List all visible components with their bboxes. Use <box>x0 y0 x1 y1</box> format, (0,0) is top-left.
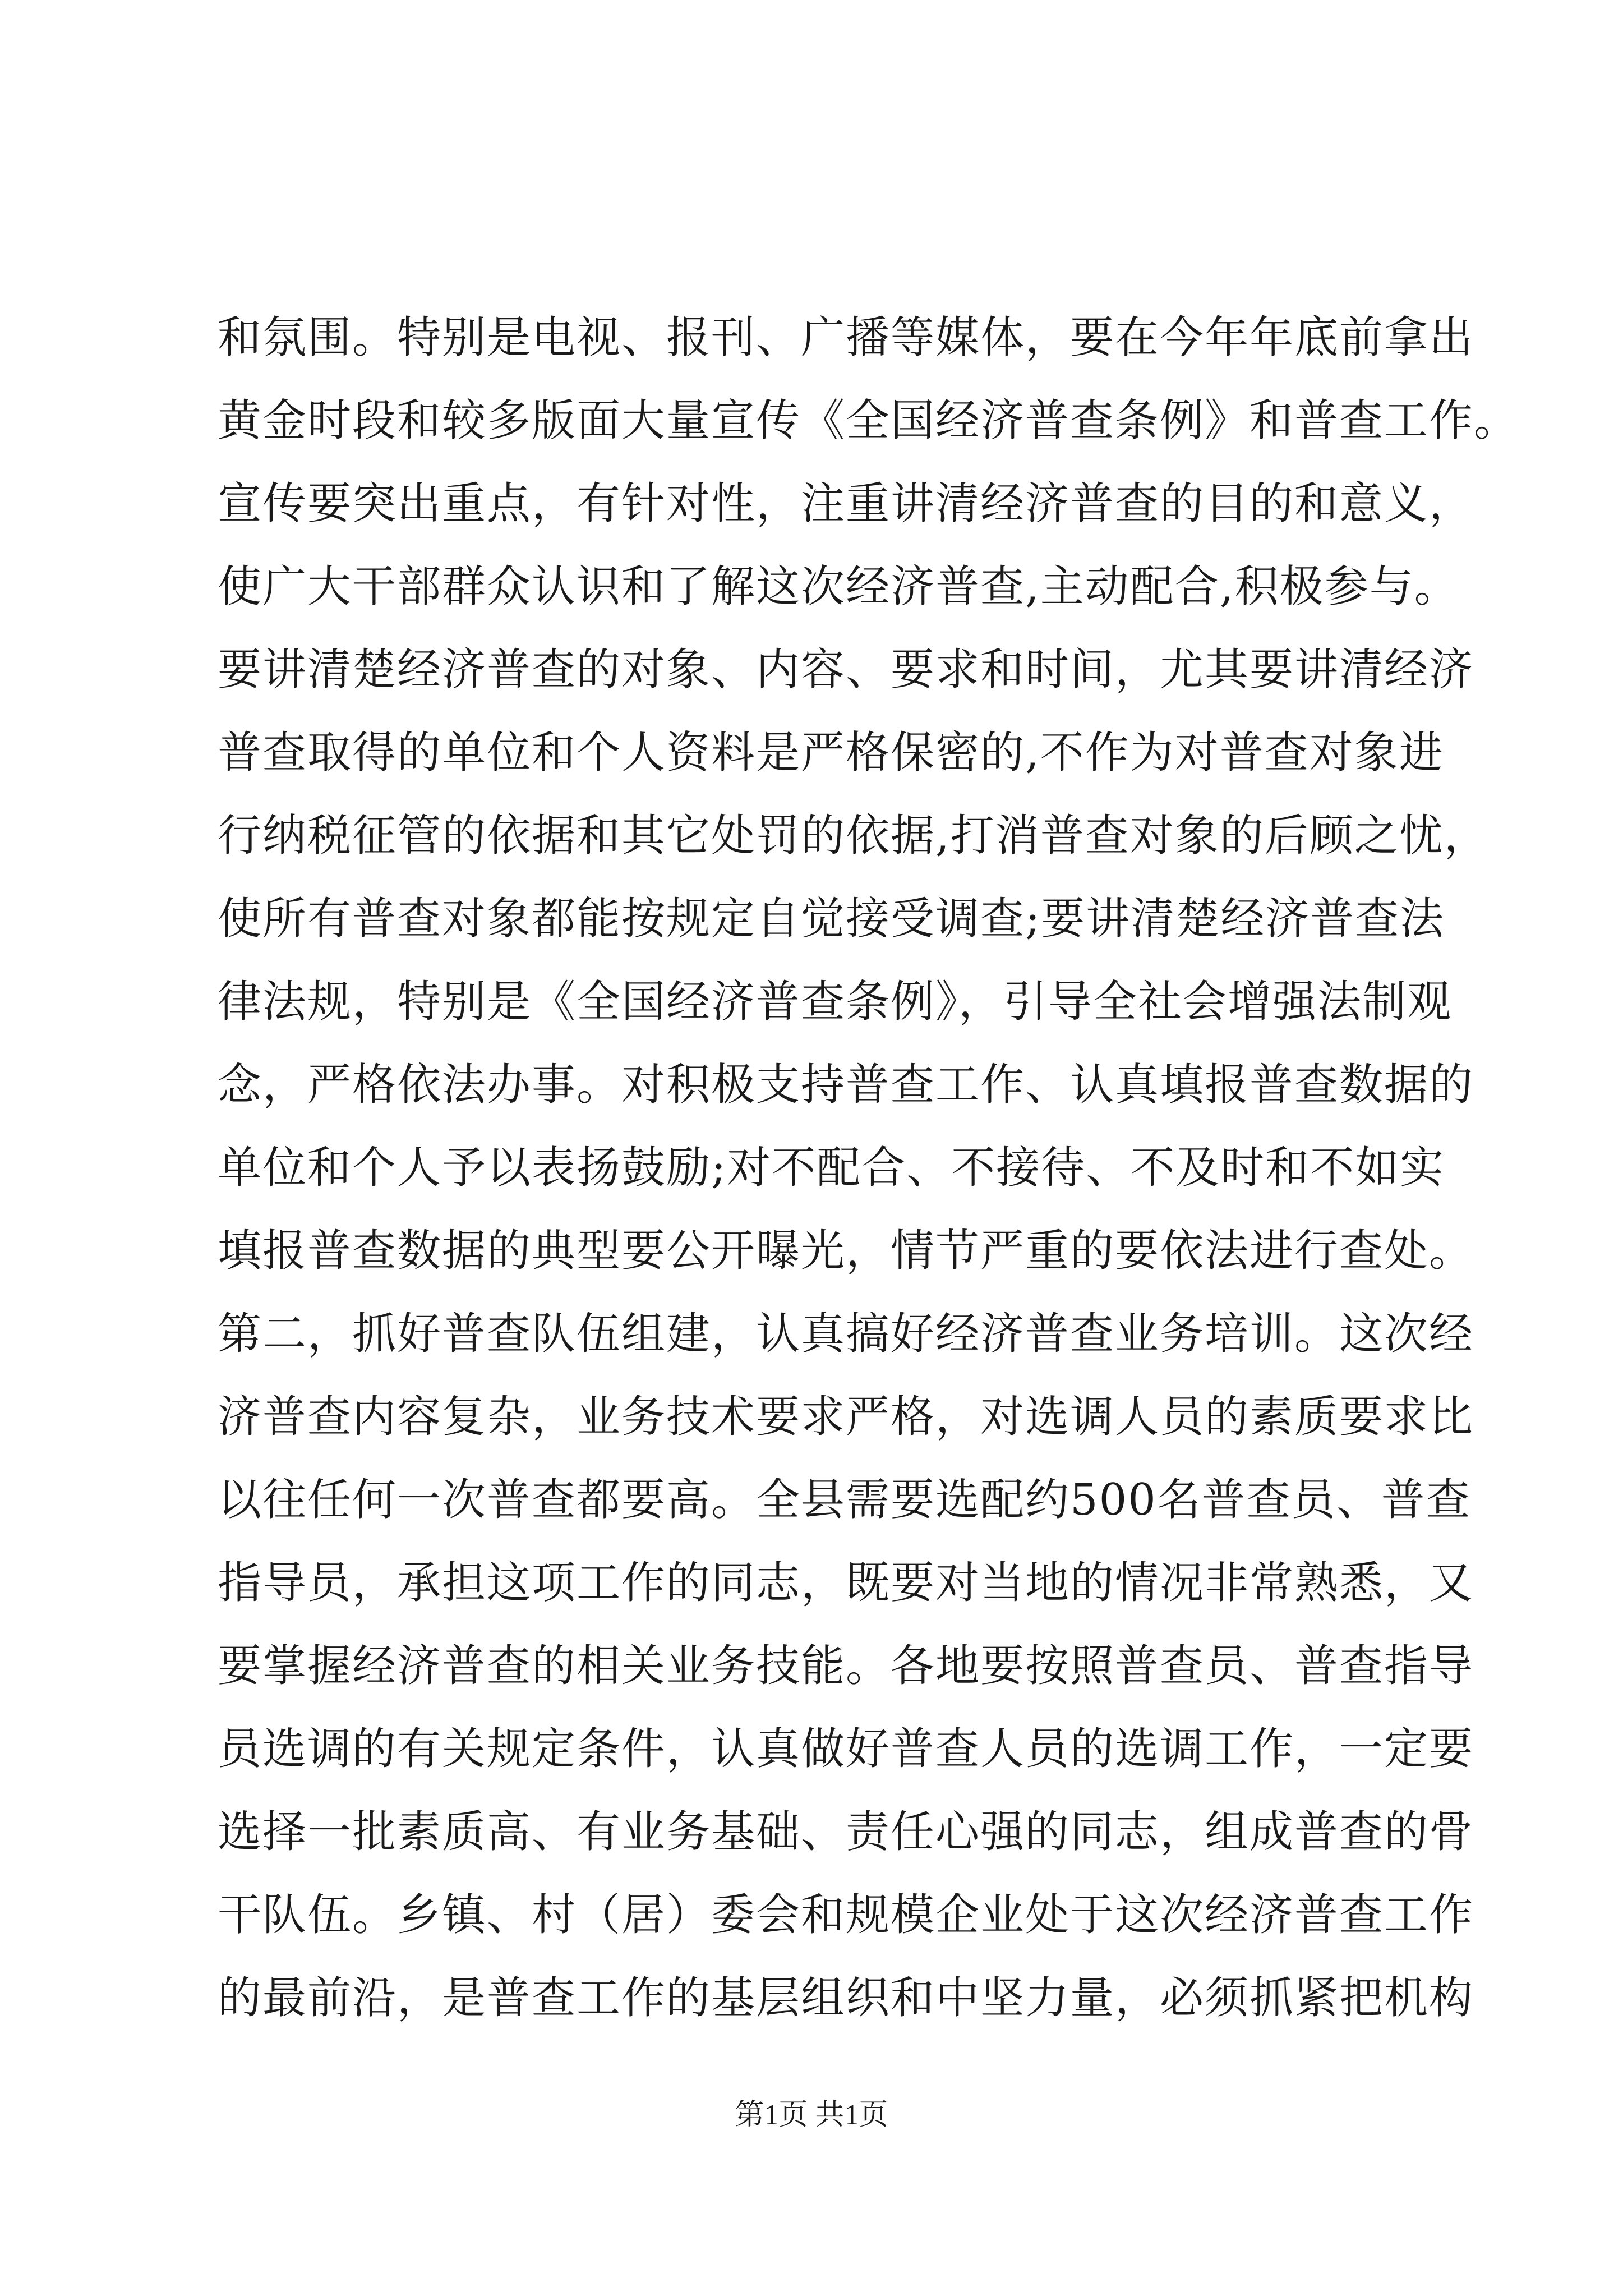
text-line: 选择一批素质高、有业务基础、责任心强的同志，组成普查的骨 <box>218 1807 1474 1857</box>
text-line: 以往任何一次普查都要高。全县需要选配约500名普查员、普查 <box>218 1475 1471 1525</box>
page-footer <box>0 2096 1623 2135</box>
text-line: 黄金时段和较多版面大量宣传《全国经济普查条例》和普查工作。 <box>218 395 1519 446</box>
text-line: 律法规，特别是《全国经济普查条例》，引导全社会增强法制观 <box>218 977 1453 1027</box>
text-line: 要掌握经济普查的相关业务技能。各地要按照普查员、普查指导 <box>218 1641 1474 1691</box>
text-line: 单位和个人予以表扬鼓励;对不配合、不接待、不及时和不如实 <box>218 1143 1445 1193</box>
text-line: 宣传要突出重点，有针对性，注重讲清经济普查的目的和意义， <box>218 478 1474 529</box>
text-line: 第二，抓好普查队伍组建，认真搞好经济普查业务培训。这次经 <box>218 1309 1474 1359</box>
text-line: 济普查内容复杂，业务技术要求严格，对选调人员的素质要求比 <box>218 1392 1474 1442</box>
text-line: 使所有普查对象都能按规定自觉接受调查;要讲清楚经济普查法 <box>218 894 1445 944</box>
text-line: 的最前沿，是普查工作的基层组织和中坚力量，必须抓紧把机构 <box>218 1973 1474 2023</box>
text-line: 念，严格依法办事。对积极支持普查工作、认真填报普查数据的 <box>218 1060 1474 1110</box>
text-line: 员选调的有关规定条件，认真做好普查人员的选调工作，一定要 <box>218 1724 1474 1774</box>
text-line: 指导员，承担这项工作的同志，既要对当地的情况非常熟悉，又 <box>218 1558 1474 1608</box>
page-number: 第1页 共1页 <box>735 2099 888 2131</box>
text-line: 要讲清楚经济普查的对象、内容、要求和时间，尤其要讲清经济 <box>218 645 1474 695</box>
text-line: 使广大干部群众认识和了解这次经济普查,主动配合,积极参与。 <box>218 562 1459 612</box>
text-line: 干队伍。乡镇、村（居）委会和规模企业处于这次经济普查工作 <box>218 1890 1474 1940</box>
body-text <box>218 296 1519 2040</box>
text-line: 填报普查数据的典型要公开曝光，情节严重的要依法进行查处。 <box>218 1226 1474 1276</box>
text-line: 普查取得的单位和个人资料是严格保密的,不作为对普查对象进 <box>218 728 1444 778</box>
text-line: 和氛围。特别是电视、报刊、广播等媒体，要在今年年底前拿出 <box>218 312 1474 363</box>
text-line: 行纳税征管的依据和其它处罚的依据,打消普查对象的后顾之忧， <box>218 811 1489 861</box>
